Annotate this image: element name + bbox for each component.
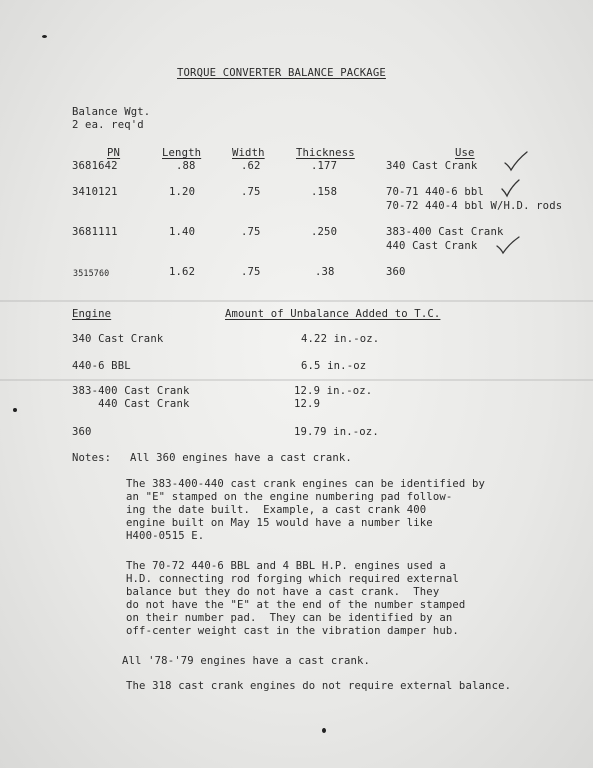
notes-para-1-line-1: The 383-400-440 cast crank engines can be identified by	[126, 478, 486, 490]
row-4-use: 360	[386, 266, 406, 278]
header-length: Length	[162, 147, 202, 159]
unbalance-row-1-engine: 340 Cast Crank	[72, 333, 164, 345]
unbalance-row-3-engine-line-1: 383-400 Cast Crank	[72, 385, 190, 397]
row-3-use-line-1: 383-400 Cast Crank	[386, 226, 504, 238]
unbalance-row-3-engine-line-2: 440 Cast Crank	[72, 398, 190, 410]
row-2-use-line-1: 70-71 440-6 bbl	[386, 186, 484, 198]
header-pn: PN	[107, 147, 121, 159]
check-mark-icon	[500, 178, 522, 198]
row-3-use-line-2: 440 Cast Crank	[386, 240, 478, 252]
row-2-pn: 3410121	[72, 186, 118, 198]
row-4-width: .75	[241, 266, 261, 278]
paper-fold	[0, 300, 593, 302]
notes-first: All 360 engines have a cast crank.	[130, 452, 352, 464]
row-3-pn: 3681111	[72, 226, 118, 238]
notes-para-3: All '78-'79 engines have a cast crank.	[122, 655, 371, 667]
row-4-length: 1.62	[169, 266, 196, 278]
notes-para-1-line-3: ing the date built. Example, a cast crank 400	[126, 504, 427, 516]
row-1-length: .88	[176, 160, 196, 172]
row-1-use: 340 Cast Crank	[386, 160, 478, 172]
header-width: Width	[232, 147, 265, 159]
document-title: TORQUE CONVERTER BALANCE PACKAGE	[177, 67, 386, 79]
unbalance-row-3-amount-line-1: 12.9 in.-oz.	[294, 385, 373, 397]
notes-para-2-line-3: balance but they do not have a cast crank. They	[126, 586, 440, 598]
notes-para-2-line-1: The 70-72 440-6 BBL and 4 BBL H.P. engines used a	[126, 560, 446, 572]
unbalance-row-4-engine: 360	[72, 426, 92, 438]
header-use: Use	[455, 147, 475, 159]
hole-mark	[13, 408, 17, 412]
notes-para-4: The 318 cast crank engines do not require external balance.	[126, 680, 512, 692]
row-2-thickness: .158	[311, 186, 338, 198]
notes-para-2-line-5: on their number pad. They can be identified by an	[126, 612, 453, 624]
notes-para-2-line-2: H.D. connecting rod forging which required external	[126, 573, 459, 585]
notes-para-1-line-4: engine built on May 15 would have a number like	[126, 517, 433, 529]
check-mark-icon	[495, 234, 521, 256]
notes-label: Notes:	[72, 452, 112, 464]
row-4-thickness: .38	[315, 266, 335, 278]
staple-mark	[42, 35, 47, 38]
row-4-pn: 3515760	[73, 268, 110, 278]
unbalance-row-1-amount: 4.22 in.-oz.	[301, 333, 380, 345]
notes-para-1-line-2: an "E" stamped on the engine numbering pad follow-	[126, 491, 453, 503]
unbalance-row-4-amount: 19.79 in.-oz.	[294, 426, 379, 438]
balance-heading-line-1: Balance Wgt.	[72, 106, 151, 118]
header-engine: Engine	[72, 308, 112, 320]
header-amount: Amount of Unbalance Added to T.C.	[225, 308, 441, 320]
balance-heading-line-2: 2 ea. req'd	[72, 119, 144, 131]
row-3-thickness: .250	[311, 226, 338, 238]
unbalance-row-2-amount: 6.5 in.-oz	[301, 360, 367, 372]
header-thickness: Thickness	[296, 147, 355, 159]
row-2-width: .75	[241, 186, 261, 198]
row-2-use-line-2: 70-72 440-4 bbl W/H.D. rods	[386, 200, 563, 212]
check-mark-icon	[503, 150, 529, 172]
unbalance-row-3-amount-line-2: 12.9	[294, 398, 321, 410]
paper-fold	[0, 379, 593, 381]
row-2-length: 1.20	[169, 186, 196, 198]
notes-para-2-line-4: do not have the "E" at the end of the number stamped	[126, 599, 466, 611]
row-3-width: .75	[241, 226, 261, 238]
notes-para-2-line-6: off-center weight cast in the vibration damper hub.	[126, 625, 459, 637]
unbalance-row-2-engine: 440-6 BBL	[72, 360, 131, 372]
notes-para-1-line-5: H400-0515 E.	[126, 530, 205, 542]
row-1-thickness: .177	[311, 160, 338, 172]
ink-mark	[322, 728, 326, 733]
row-1-width: .62	[241, 160, 261, 172]
row-3-length: 1.40	[169, 226, 196, 238]
row-1-pn: 3681642	[72, 160, 118, 172]
